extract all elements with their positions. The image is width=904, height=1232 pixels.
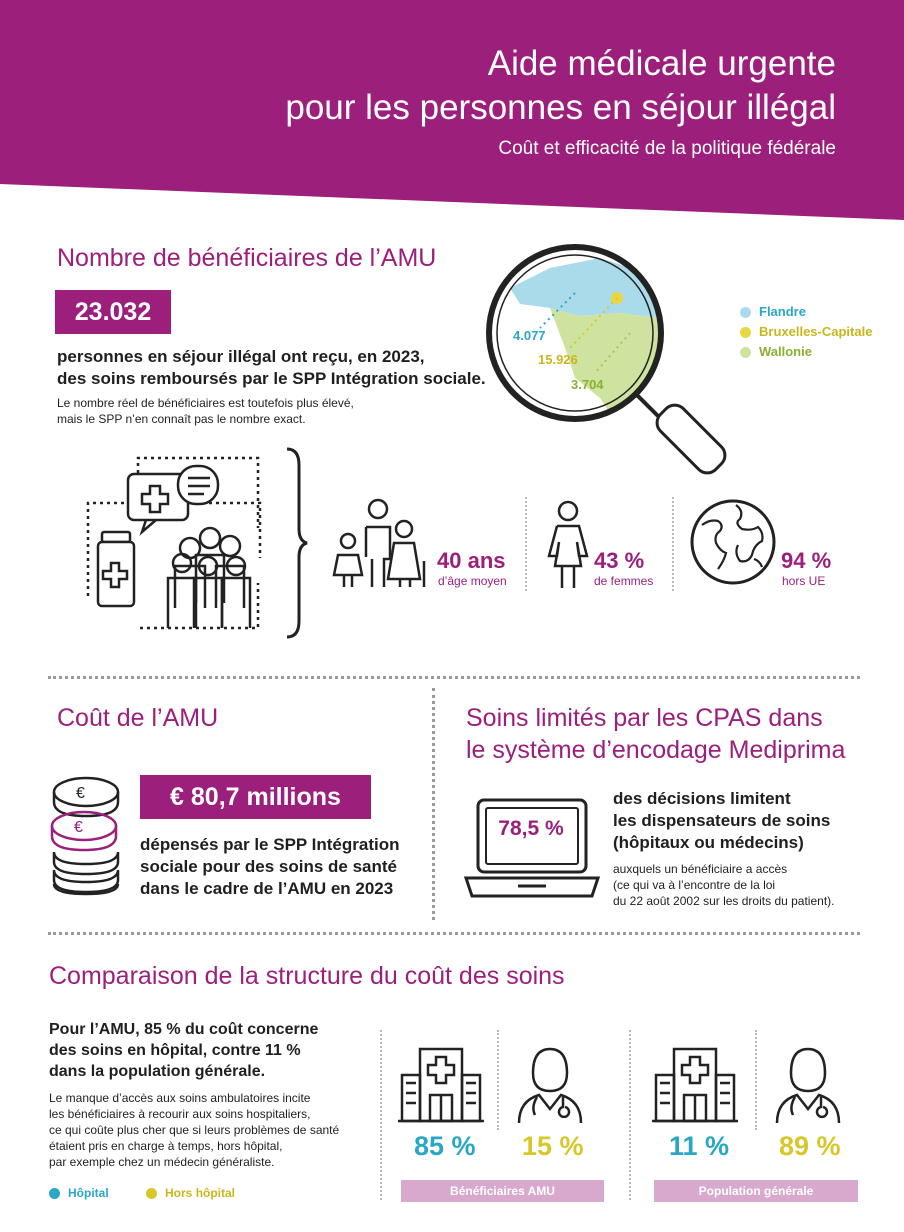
legend-dot-icon [740,307,751,318]
doctor-icon [773,1045,843,1125]
mediprima-percent: 78,5 % [498,817,564,840]
woman-icon [545,500,591,590]
comparaison-lead-line1: Pour l’AMU, 85 % du coût concerne [49,1021,319,1038]
section-title-soins-line1: Soins limités par les CPAS dans [466,704,823,732]
legend-dot-icon [146,1188,157,1199]
stat-age-label: d’âge moyen [438,574,507,588]
group-divider [629,1030,631,1200]
soins-note-line2: (ce qui va à l’encontre de la loi [613,878,776,892]
svg-text:€: € [74,819,83,836]
section-divider-vertical [432,688,435,920]
comparaison-note-line2: les bénéficiaires à recourir aux soins hospitaliers, [49,1107,311,1121]
legend-dot-icon [740,347,751,358]
soins-text-line3: (hôpitaux ou médecins) [613,833,804,852]
svg-text:€: € [76,785,85,802]
hospital-icon [652,1045,738,1125]
stat-women-label: de femmes [594,574,654,588]
soins-note [613,861,834,909]
pop-outside-percent: 89 % [779,1131,841,1161]
soins-text [613,788,830,854]
comparaison-lead-line3: dans la population générale. [49,1063,266,1080]
total-badge: 23.032 [55,290,171,334]
comparaison-note [49,1090,339,1170]
soins-note-line1: auxquels un bénéficiaire a accès [613,862,788,876]
beneficiaires-text-line1: personnes en séjour illégal ont reçu, en 2023, [57,347,425,366]
bruxelles-value: 15.926 [538,352,578,367]
hospital-icon [398,1045,484,1125]
legend-label-hopital: Hôpital [68,1186,109,1200]
beneficiaires-text-line2: des soins remboursés par le SPP Intégration sociale. [57,369,486,388]
map-legend [740,302,872,362]
icon-divider [497,1030,499,1130]
wallonie-value: 3.704 [571,377,604,392]
legend-label-bruxelles: Bruxelles-Capitale [759,324,873,339]
section-title-beneficiaires: Nombre de bénéficiaires de l’AMU [57,244,437,272]
beneficiaires-note-line2: mais le SPP n’en connaît pas le nombre exact. [57,412,306,426]
legend-item-flandre [740,302,872,322]
comparaison-note-line4: étaient pris en charge à temps, hors hôpital, [49,1139,283,1153]
amu-outside-percent: 15 % [522,1131,584,1161]
beneficiaires-note-line1: Le nombre réel de bénéficiaires est toutefois plus élevé, [57,396,354,410]
cost-badge: € 80,7 millions [140,775,371,819]
stat-divider [672,497,674,591]
family-icon [330,497,430,591]
bracket-icon [283,445,309,641]
stat-nonue-value: 94 % [781,548,832,573]
legend-dot-icon [49,1188,60,1199]
section-title-cout: Coût de l’AMU [57,704,219,732]
soins-note-line3: du 22 août 2002 sur les droits du patient). [613,894,835,908]
cost-text-line1: dépensés par le SPP Intégration [140,835,400,854]
magnifier-handle [652,400,730,478]
section-title-comparaison: Comparaison de la structure du coût des soins [49,962,565,990]
group-label-amu: Bénéficiaires AMU [401,1180,604,1202]
legend-item-bruxelles [740,322,872,342]
comparaison-lead-line2: des soins en hôpital, contre 11 % [49,1042,301,1059]
coins-stack-icon [48,772,126,898]
soins-text-line1: des décisions limitent [613,789,791,808]
comparaison-note-line1: Le manque d’accès aux soins ambulatoires incite [49,1091,311,1105]
comparaison-legend [49,1186,235,1200]
page-title-line2: pour les personnes en séjour illégal [285,88,836,127]
flandre-value: 4.077 [513,328,546,343]
section-divider [48,676,860,679]
cost-text-line2: sociale pour des soins de santé [140,857,397,876]
stat-age-value: 40 ans [437,548,506,573]
doctor-icon [515,1045,585,1125]
group-label-population: Population générale [654,1180,858,1202]
legend-label-flandre: Flandre [759,304,806,319]
cost-text-line3: dans le cadre de l’AMU en 2023 [140,879,394,898]
legend-item-wallonie [740,342,872,362]
globe-icon [688,497,778,587]
stat-nonue-label: hors UE [782,574,826,588]
group-divider [380,1030,382,1200]
section-divider [48,932,860,935]
amu-hospital-percent: 85 % [414,1131,476,1161]
icon-divider [755,1030,757,1130]
legend-label-hors-hopital: Hors hôpital [165,1186,236,1200]
comparaison-lead [49,1019,318,1082]
beneficiaires-note [57,395,354,427]
section-title-soins-line2: le système d’encodage Mediprima [466,736,846,764]
beneficiaires-text [57,346,486,390]
cost-text [140,834,400,900]
soins-text-line2: les dispensateurs de soins [613,811,831,830]
stat-women-value: 43 % [594,548,645,573]
comparaison-note-line3: ce qui coûte plus cher que si leurs problèmes de santé [49,1123,340,1137]
pop-hospital-percent: 11 % [669,1131,730,1161]
stat-divider [525,497,527,591]
page-subtitle: Coût et efficacité de la politique fédérale [498,138,836,159]
legend-label-wallonie: Wallonie [759,344,812,359]
comparaison-note-line5: par exemple chez un médecin généraliste. [49,1155,275,1169]
page-title-line1: Aide médicale urgente [487,44,836,83]
belgium-map-magnifier [480,238,780,478]
legend-dot-icon [740,327,751,338]
laptop-icon [462,796,602,900]
